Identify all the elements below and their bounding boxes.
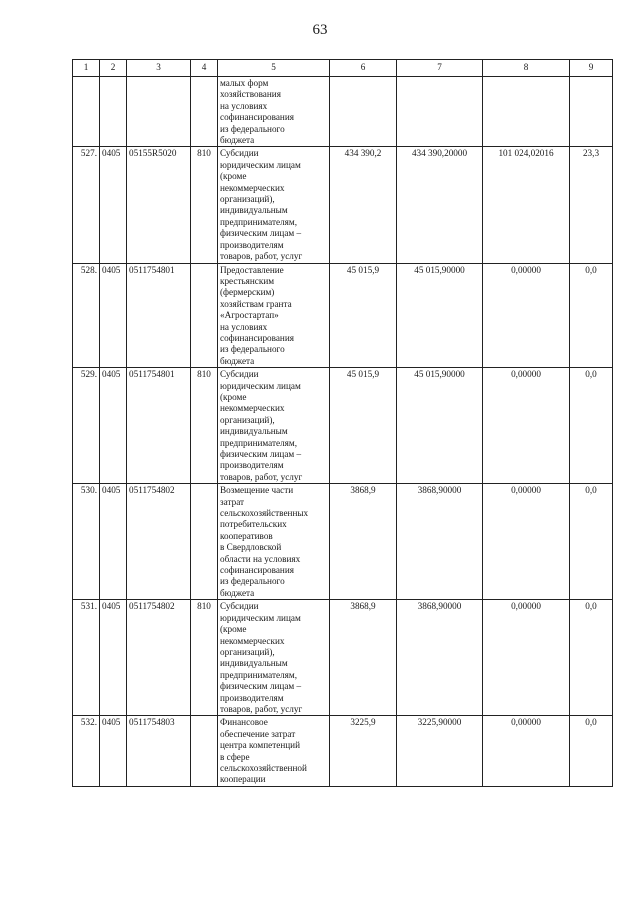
cell-expense-type: 810	[191, 600, 218, 716]
row-name-text: Субсидии юридическим лицам (кроме некоммерческих организаций), индивидуальным предпринимателям, физическим лицам – производителям товаров, работ, услуг	[220, 601, 303, 714]
cell-name	[218, 77, 330, 147]
cell-section: 0405	[100, 368, 127, 484]
cell-value-7: 3225,90000	[397, 716, 483, 786]
cell-value-7: 45 015,90000	[397, 368, 483, 484]
cell-value-9: 0,0	[570, 600, 613, 716]
column-header: 3	[127, 60, 191, 77]
cell-name	[218, 484, 330, 600]
cell-name	[218, 368, 330, 484]
cell-value-8: 0,00000	[483, 368, 570, 484]
cell-expense-type	[191, 263, 218, 368]
cell-code	[127, 77, 191, 147]
cell-value-8: 101 024,02016	[483, 147, 570, 263]
cell-section	[100, 77, 127, 147]
cell-section: 0405	[100, 263, 127, 368]
cell-section: 0405	[100, 147, 127, 263]
column-header: 7	[397, 60, 483, 77]
row-name-text: Финансовое обеспечение затрат центра компетенций в сфере сельскохозяйственной кооперации	[220, 717, 307, 785]
column-header: 9	[570, 60, 613, 77]
cell-value-9: 0,0	[570, 484, 613, 600]
cell-expense-type	[191, 77, 218, 147]
cell-value-7: 45 015,90000	[397, 263, 483, 368]
cell-value-9: 0,0	[570, 716, 613, 786]
cell-code: 0511754801	[127, 368, 191, 484]
cell-code: 0511754801	[127, 263, 191, 368]
column-header: 4	[191, 60, 218, 77]
cell-name	[218, 716, 330, 786]
cell-number: 530.	[73, 484, 100, 600]
table-row-continuation	[73, 77, 613, 147]
page-number: 63	[312, 22, 328, 38]
cell-code: 0511754803	[127, 716, 191, 786]
column-header: 8	[483, 60, 570, 77]
cell-number	[73, 77, 100, 147]
row-name-text: Предоставление крестьянским (фермерским) хозяйствам гранта «Агростартап» на условиях софинансирования из федерального бюджета	[220, 264, 294, 366]
cell-expense-type: 810	[191, 368, 218, 484]
cell-name	[218, 600, 330, 716]
row-name-text: малых форм хозяйствования на условиях софинансирования из федерального бюджета	[220, 78, 294, 146]
column-header: 1	[73, 60, 100, 77]
cell-expense-type	[191, 484, 218, 600]
cell-value-7: 434 390,20000	[397, 147, 483, 263]
cell-name	[218, 263, 330, 368]
table-row	[73, 147, 613, 263]
row-name-text: Субсидии юридическим лицам (кроме некоммерческих организаций), индивидуальным предпринимателям, физическим лицам – производителям товаров, работ, услуг	[220, 369, 303, 482]
column-header: 5	[218, 60, 330, 77]
cell-value-6: 434 390,2	[330, 147, 397, 263]
cell-number: 529.	[73, 368, 100, 484]
cell-code: 0511754802	[127, 484, 191, 600]
cell-value-7	[397, 77, 483, 147]
cell-number: 528.	[73, 263, 100, 368]
column-header: 6	[330, 60, 397, 77]
cell-value-8: 0,00000	[483, 484, 570, 600]
cell-code: 0511754802	[127, 600, 191, 716]
cell-value-9	[570, 77, 613, 147]
cell-value-9: 0,0	[570, 368, 613, 484]
cell-value-6: 3868,9	[330, 484, 397, 600]
cell-section: 0405	[100, 484, 127, 600]
cell-value-6: 45 015,9	[330, 368, 397, 484]
cell-number: 532.	[73, 716, 100, 786]
cell-number: 527.	[73, 147, 100, 263]
cell-expense-type	[191, 716, 218, 786]
row-name-text: Возмещение части затрат сельскохозяйственных потребительских кооперативов в Свердловской области на условиях софинансирования из федерального бюджета	[220, 485, 309, 598]
column-header: 2	[100, 60, 127, 77]
cell-value-9: 0,0	[570, 263, 613, 368]
cell-value-6: 45 015,9	[330, 263, 397, 368]
cell-section: 0405	[100, 600, 127, 716]
row-name-text: Субсидии юридическим лицам (кроме некоммерческих организаций), индивидуальным предпринимателям, физическим лицам – производителям товаров, работ, услуг	[220, 148, 303, 262]
table-header-row	[73, 60, 613, 77]
table-row	[73, 484, 613, 600]
table-row	[73, 716, 613, 786]
cell-value-6: 3225,9	[330, 716, 397, 786]
table-row	[73, 368, 613, 484]
cell-value-8: 0,00000	[483, 263, 570, 368]
budget-table	[72, 59, 613, 787]
cell-value-7: 3868,90000	[397, 600, 483, 716]
cell-name	[218, 147, 330, 263]
cell-number: 531.	[73, 600, 100, 716]
cell-value-6: 3868,9	[330, 600, 397, 716]
table-row	[73, 600, 613, 716]
cell-value-8	[483, 77, 570, 147]
cell-value-8: 0,00000	[483, 600, 570, 716]
cell-value-6	[330, 77, 397, 147]
cell-expense-type: 810	[191, 147, 218, 263]
cell-value-7: 3868,90000	[397, 484, 483, 600]
cell-value-8: 0,00000	[483, 716, 570, 786]
cell-code: 05155R5020	[127, 147, 191, 263]
cell-value-9: 23,3	[570, 147, 613, 263]
cell-section: 0405	[100, 716, 127, 786]
table-row	[73, 263, 613, 368]
